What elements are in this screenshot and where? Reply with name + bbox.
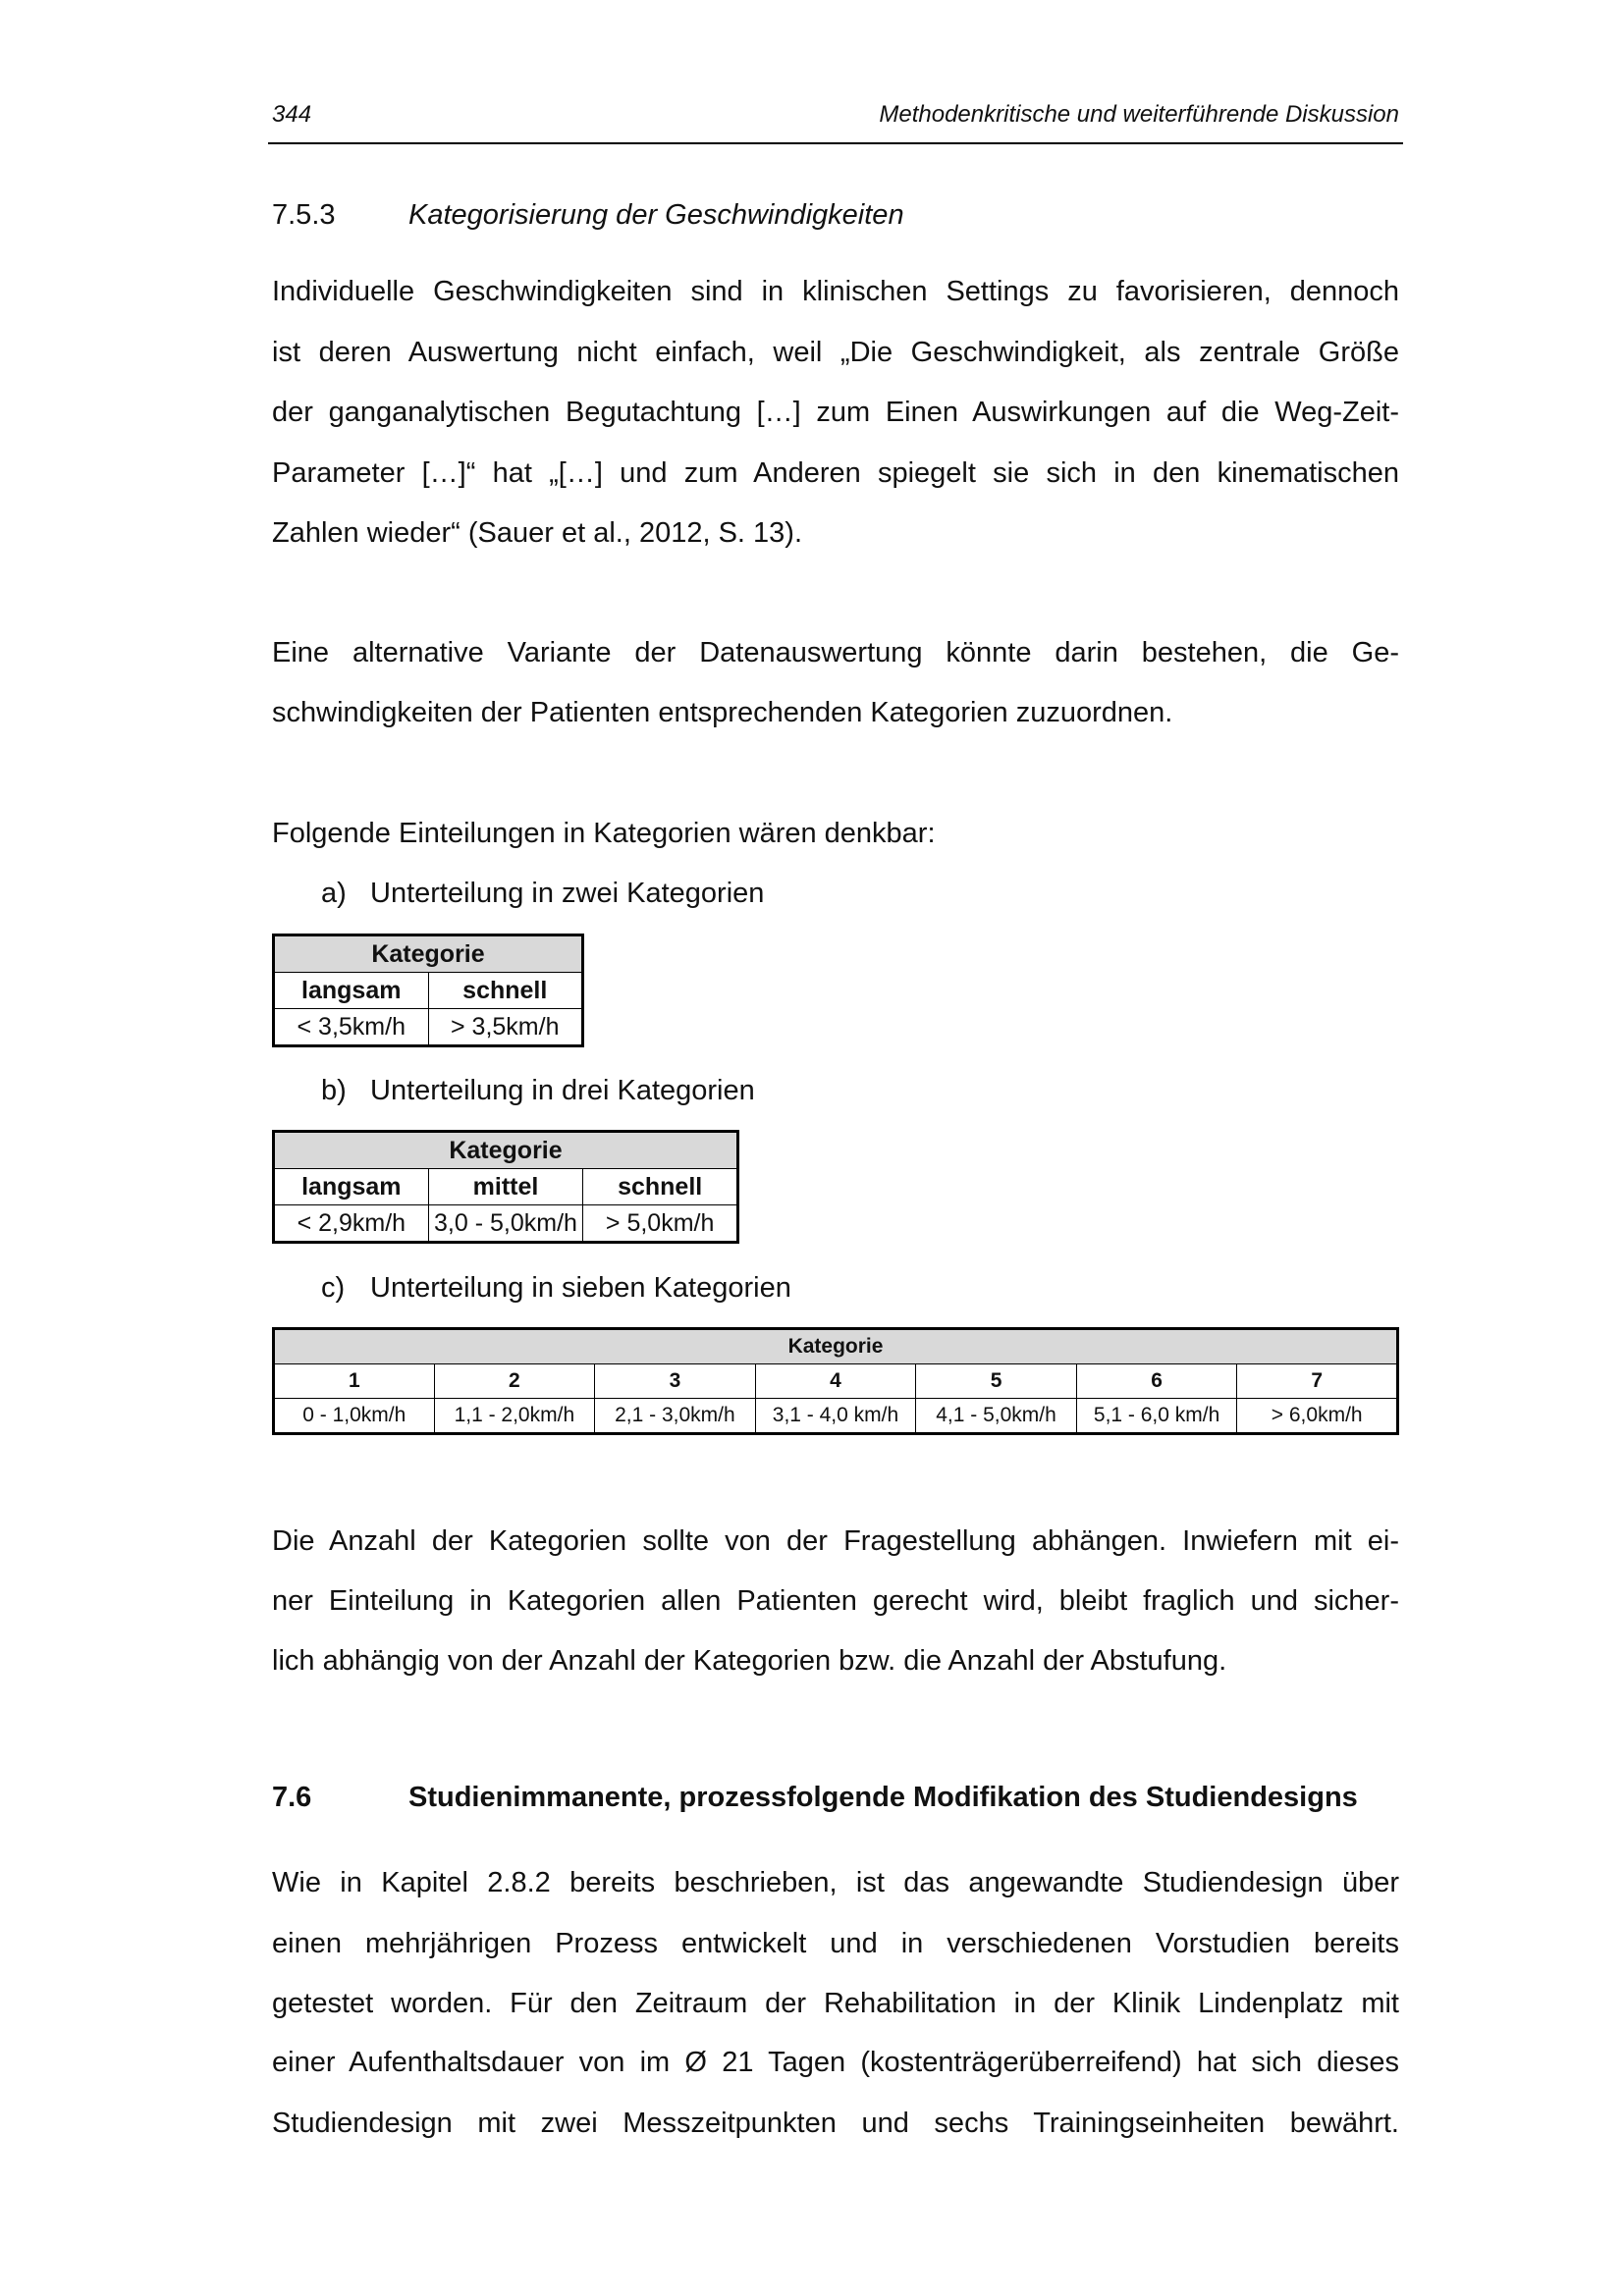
paragraph-line: einer Aufenthaltsdauer von im Ø 21 Tagen (kostenträgerüberreifend) hat sich dieses [272,2047,1399,2078]
paragraph-line: getestet worden. Für den Zeitraum der Rehabilitation in der Klinik Lindenplatz mit [272,1988,1399,2019]
list-text: Unterteilung in drei Kategorien [370,1075,755,1106]
table-cell: > 3,5km/h [428,1009,583,1046]
table-header: 6 [1076,1364,1237,1399]
paragraph-line: Individuelle Geschwindigkeiten sind in klinischen Settings zu favorisieren, dennoch [272,276,1399,307]
table-cell: 0 - 1,0km/h [274,1399,435,1434]
table-cell: 3,1 - 4,0 km/h [755,1399,916,1434]
paragraph-line: lich abhängig von der Anzahl der Kategorien bzw. die Anzahl der Abstufung. [272,1645,1227,1677]
list-text: Unterteilung in zwei Kategorien [370,878,765,909]
table-three-categories [272,1130,739,1244]
paragraph-line: einen mehrjährigen Prozess entwickelt und in verschiedenen Vorstudien bereits [272,1928,1399,1959]
intro-line: Folgende Einteilungen in Kategorien wären denkbar: [272,818,936,849]
table-header: 1 [274,1364,435,1399]
table-cell: > 6,0km/h [1237,1399,1398,1434]
list-marker: c) [321,1272,346,1304]
paragraph-line: schwindigkeiten der Patienten entsprechenden Kategorien zuzuordnen. [272,697,1173,728]
paragraph-line: Wie in Kapitel 2.8.2 bereits beschrieben, ist das angewandte Studiendesign über [272,1867,1399,1898]
paragraph-line: der ganganalytischen Begutachtung […] zum Einen Auswirkungen auf die Weg-Zeit- [272,397,1399,428]
table-cell: > 5,0km/h [583,1205,738,1243]
table-header: 2 [434,1364,595,1399]
running-title: Methodenkritische und weiterführende Diskussion [879,101,1399,128]
table-cell: 2,1 - 3,0km/h [595,1399,756,1434]
section-heading-7-6 [272,1778,1399,1817]
table-header: 4 [755,1364,916,1399]
table-cell: 3,0 - 5,0km/h [428,1205,583,1243]
table-title: Kategorie [274,1132,738,1169]
section-title: Kategorisierung der Geschwindigkeiten [408,199,904,231]
paragraph-line: Die Anzahl der Kategorien sollte von der Fragestellung abhängen. Inwiefern mit ei- [272,1525,1399,1557]
section-heading-7-5-3 [272,195,1399,235]
table-header: schnell [428,973,583,1009]
table-header: mittel [428,1169,583,1205]
paragraph-line: Eine alternative Variante der Datenauswertung könnte darin bestehen, die Ge- [272,637,1399,668]
table-header: langsam [274,973,429,1009]
list-marker: a) [321,878,347,909]
table-header: 3 [595,1364,756,1399]
table-seven-categories [272,1327,1399,1435]
table-title: Kategorie [274,935,583,973]
list-item-c [321,1268,1448,1308]
paragraph-line: Studiendesign mit zwei Messzeitpunkten und sechs Trainingseinheiten bewährt. [272,2108,1399,2139]
table-title: Kategorie [274,1329,1398,1364]
section-number: 7.5.3 [272,199,336,231]
table-header: schnell [583,1169,738,1205]
table-cell: 1,1 - 2,0km/h [434,1399,595,1434]
list-marker: b) [321,1075,347,1106]
table-cell: 4,1 - 5,0km/h [916,1399,1077,1434]
table-cell: < 2,9km/h [274,1205,429,1243]
paragraph-line: Zahlen wieder“ (Sauer et al., 2012, S. 13). [272,517,803,549]
paragraph-line: ner Einteilung in Kategorien allen Patienten gerecht wird, bleibt fraglich und sicher- [272,1585,1399,1617]
table-cell: < 3,5km/h [274,1009,429,1046]
header-rule [268,142,1403,144]
table-cell: 5,1 - 6,0 km/h [1076,1399,1237,1434]
table-header: 5 [916,1364,1077,1399]
section-title: Studienimmanente, prozessfolgende Modifikation des Studiendesigns [408,1782,1358,1813]
page-number: 344 [272,101,312,128]
paragraph-line: Parameter […]“ hat „[…] und zum Anderen spiegelt sie sich in den kinematischen [272,457,1399,489]
list-item-b [321,1071,1448,1110]
table-two-categories [272,934,584,1047]
table-header: 7 [1237,1364,1398,1399]
table-header: langsam [274,1169,429,1205]
list-item-a [321,874,1448,913]
paragraph-line: ist deren Auswertung nicht einfach, weil „Die Geschwindigkeit, als zentrale Größe [272,337,1399,368]
section-number: 7.6 [272,1782,312,1813]
list-text: Unterteilung in sieben Kategorien [370,1272,791,1304]
